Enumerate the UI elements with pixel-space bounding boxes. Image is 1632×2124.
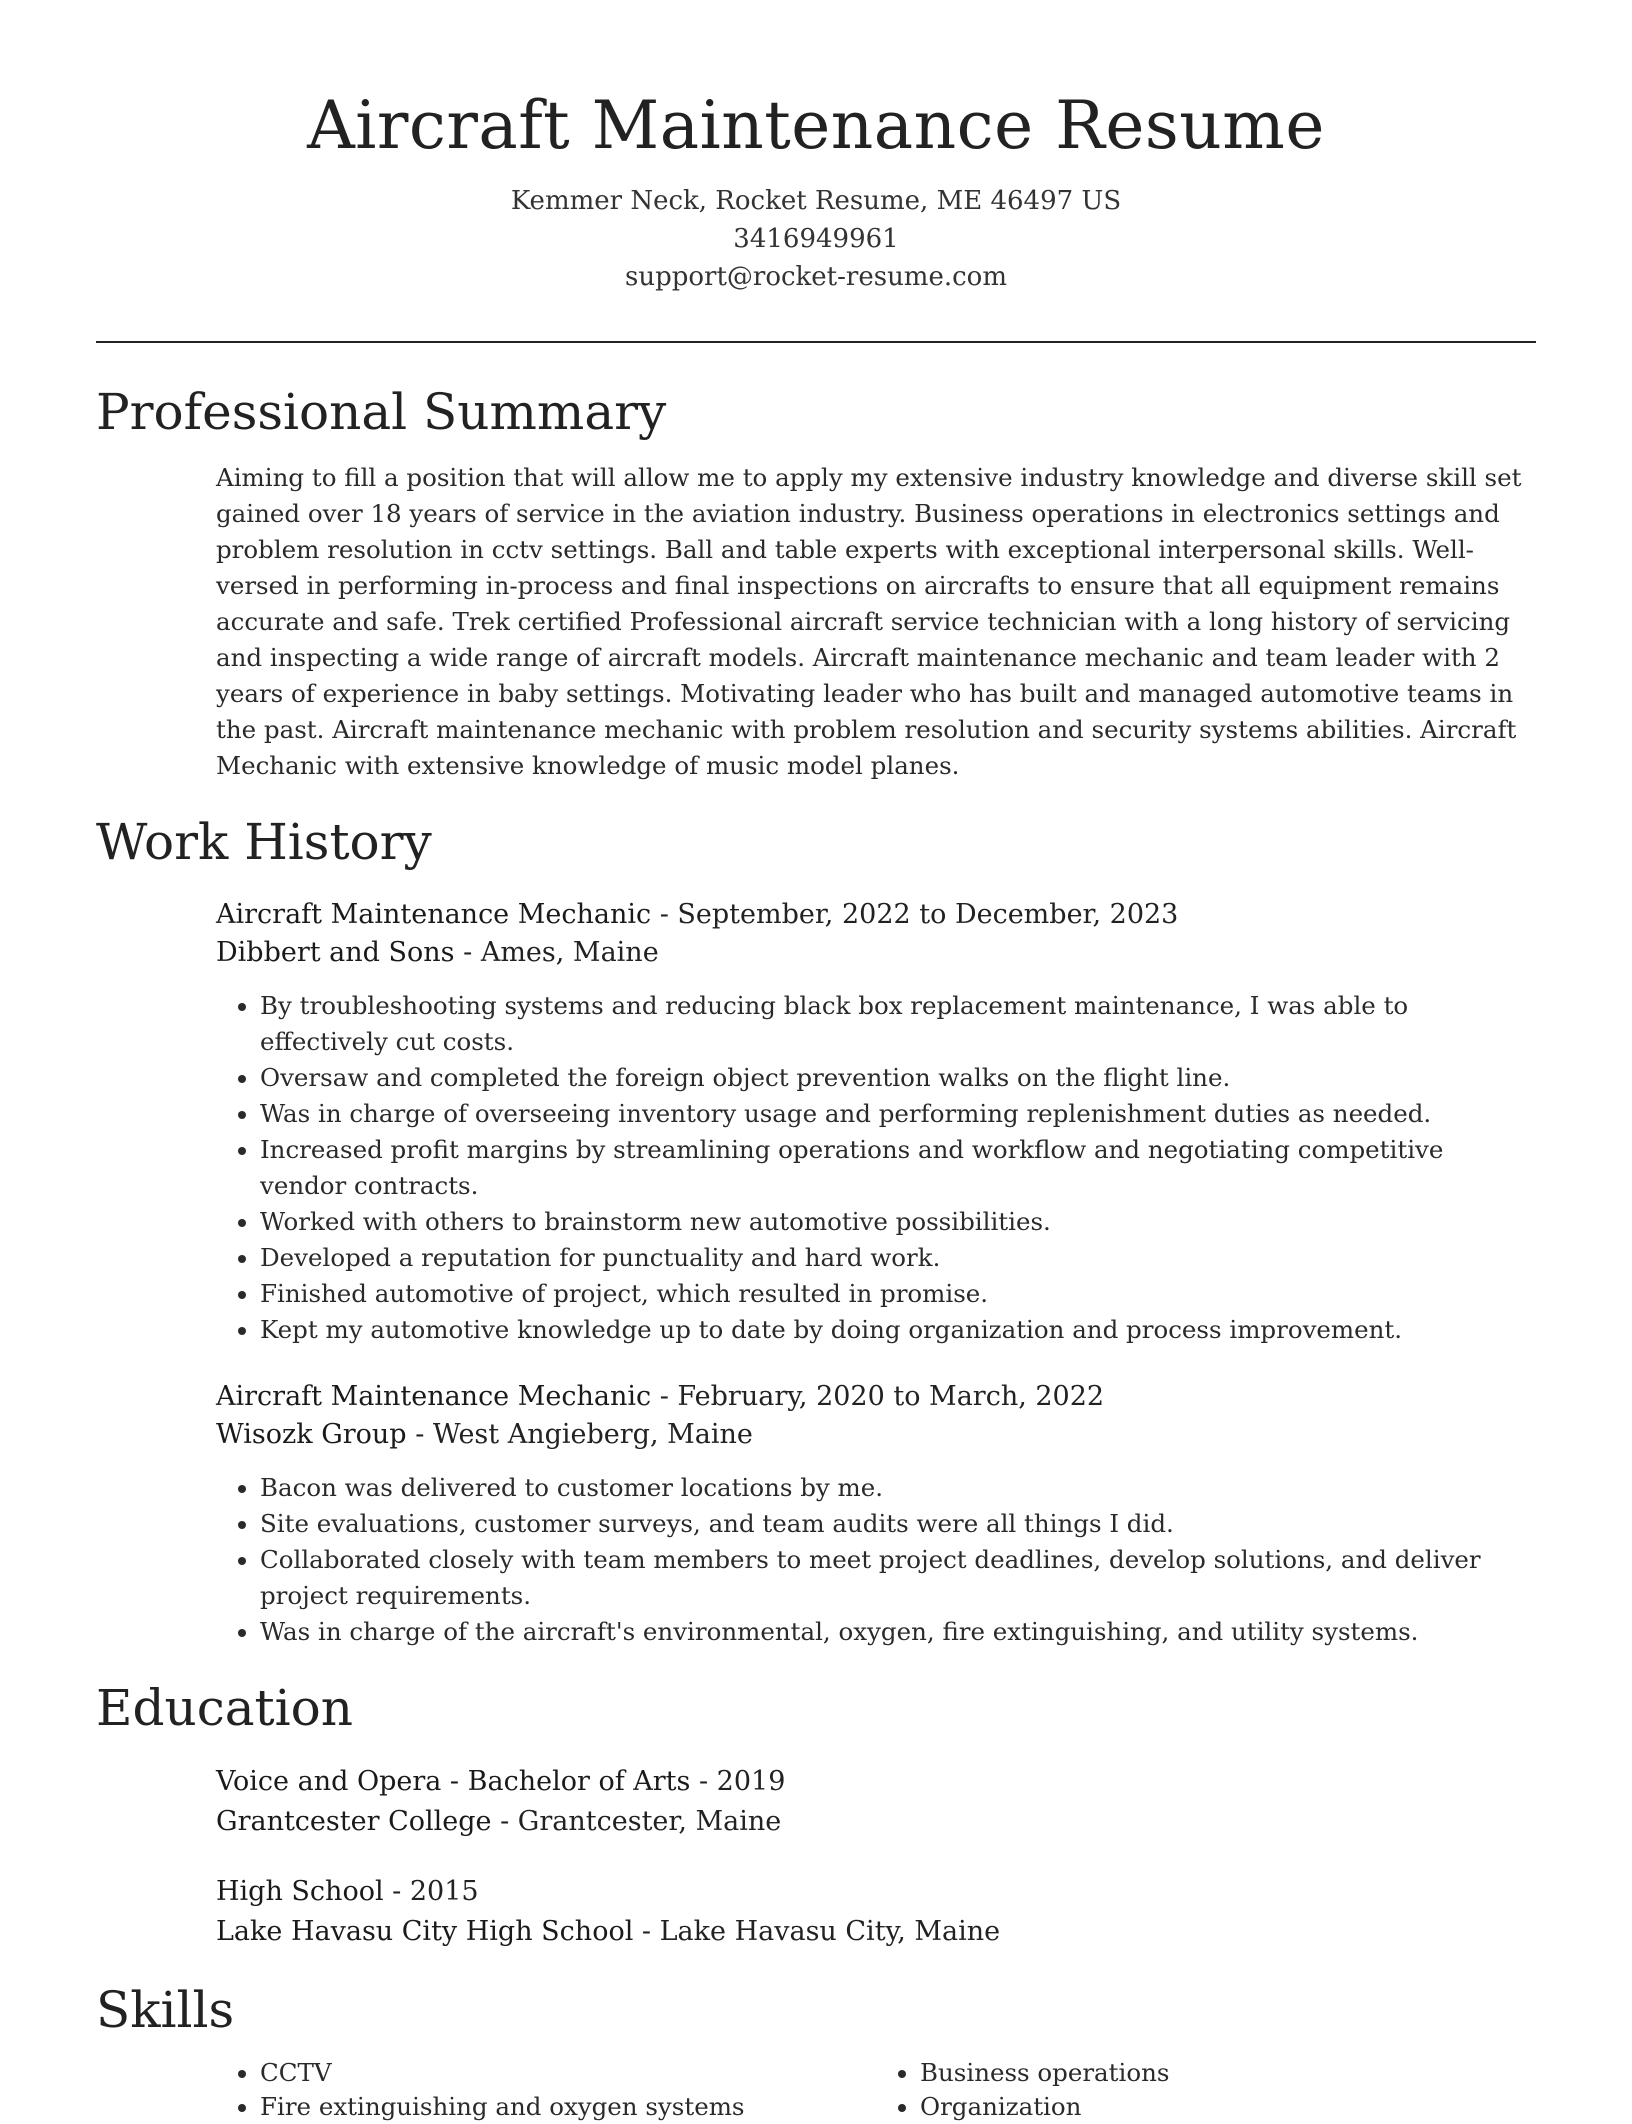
list-item: • Finished automotive of project, which resulted in promise.	[260, 1276, 1536, 1312]
education-location: - Lake Havasu City, Maine	[633, 1916, 1001, 1947]
education-school: Lake Havasu City High School	[216, 1916, 634, 1947]
list-item: • Oversaw and completed the foreign object prevention walks on the flight line.	[260, 1060, 1536, 1096]
list-item: • Bacon was delivered to customer locations by me.	[260, 1470, 1536, 1506]
education-entry	[216, 1762, 1536, 1842]
education-degree: High School	[216, 1876, 384, 1907]
skills-section	[96, 1978, 1536, 2124]
work-history-heading: Work History	[96, 813, 432, 871]
list-item: • Kept my automotive knowledge up to date by doing organization and process improvement.	[260, 1312, 1536, 1348]
job-title-line	[216, 1378, 1536, 1416]
skill-item: • Business operations	[920, 2056, 1536, 2090]
skills-heading: Skills	[96, 1981, 235, 2039]
resume-header	[0, 0, 1632, 296]
skills-list-right	[876, 2056, 1536, 2124]
list-item: • Was in charge of overseeing inventory usage and performing replenishment duties as needed.	[260, 1096, 1536, 1132]
skills-list-left	[216, 2056, 876, 2124]
summary-section	[96, 380, 1536, 784]
contact-phone: 3416949961	[733, 224, 899, 254]
job-position: Aircraft Maintenance Mechanic	[216, 1381, 652, 1412]
list-item: • Site evaluations, customer surveys, and team audits were all things I did.	[260, 1506, 1536, 1542]
summary-text: Aiming to fill a position that will allow me to apply my extensive industry knowledge and diverse skill set gained over 18 years of service in the aviation industry. Business operations in electronics settings and problem resolution in cctv settings. Ball and table experts with exceptional interpersonal skills. Well-versed in performing in-process and final inspections on aircrafts to ensure that all equipment remains accurate and safe. Trek certified Professional aircraft service technician with a long history of servicing and inspecting a wide range of aircraft models. Aircraft maintenance mechanic and team leader with 2 years of experience in baby settings. Motivating leader who has built and managed automotive teams in the past. Aircraft maintenance mechanic with problem resolution and security systems abilities. Aircraft Mechanic with extensive knowledge of music model planes.	[216, 463, 1522, 780]
contact-address: Kemmer Neck, Rocket Resume, ME 46497 US	[510, 186, 1122, 216]
education-degree-line	[216, 1762, 1536, 1802]
resume-content	[96, 380, 1536, 2124]
job-bullets	[216, 988, 1536, 1348]
job-company-line	[216, 1416, 1536, 1454]
skill-item: • CCTV	[260, 2056, 876, 2090]
list-item: • Increased profit margins by streamlining operations and workflow and negotiating competitive vendor contracts.	[260, 1132, 1536, 1204]
skills-columns	[216, 2056, 1536, 2124]
education-year: - 2019	[690, 1766, 786, 1797]
skill-item: • Fire extinguishing and oxygen systems	[260, 2090, 876, 2124]
summary-heading: Professional Summary	[96, 383, 667, 441]
resume-title: Aircraft Maintenance Resume	[307, 87, 1325, 164]
job-location: - West Angieberg, Maine	[406, 1419, 753, 1450]
education-year: - 2015	[383, 1876, 479, 1907]
job-company: Dibbert and Sons	[216, 937, 455, 968]
job-bullets	[216, 1470, 1536, 1650]
job-dates: - September, 2022 to December, 2023	[651, 899, 1179, 930]
education-school-line	[216, 1802, 1536, 1842]
list-item: • Collaborated closely with team members to meet project deadlines, develop solutions, and deliver project requirements.	[260, 1542, 1536, 1614]
education-heading: Education	[96, 1679, 353, 1737]
list-item: • By troubleshooting systems and reducing black box replacement maintenance, I was able to effectively cut costs.	[260, 988, 1536, 1060]
job-dates: - February, 2020 to March, 2022	[651, 1381, 1105, 1412]
job-location: - Ames, Maine	[454, 937, 659, 968]
education-entry	[216, 1872, 1536, 1952]
work-history-section	[96, 810, 1536, 1650]
contact-email: support@rocket-resume.com	[624, 262, 1007, 292]
education-school: Grantcester College	[216, 1806, 492, 1837]
education-section	[96, 1676, 1536, 1952]
job-title-line	[216, 896, 1536, 934]
education-degree-line	[216, 1872, 1536, 1912]
skill-item: • Organization	[920, 2090, 1536, 2124]
education-school-line	[216, 1912, 1536, 1952]
job-entry	[216, 1378, 1536, 1650]
job-company-line	[216, 934, 1536, 972]
education-degree: Voice and Opera - Bachelor of Arts	[216, 1766, 691, 1797]
job-position: Aircraft Maintenance Mechanic	[216, 899, 652, 930]
header-divider	[96, 341, 1536, 343]
job-entry	[216, 896, 1536, 1348]
list-item: • Was in charge of the aircraft's environmental, oxygen, fire extinguishing, and utility systems.	[260, 1614, 1536, 1650]
list-item: • Worked with others to brainstorm new automotive possibilities.	[260, 1204, 1536, 1240]
job-company: Wisozk Group	[216, 1419, 407, 1450]
education-location: - Grantcester, Maine	[491, 1806, 782, 1837]
contact-info	[0, 182, 1632, 296]
list-item: • Developed a reputation for punctuality and hard work.	[260, 1240, 1536, 1276]
